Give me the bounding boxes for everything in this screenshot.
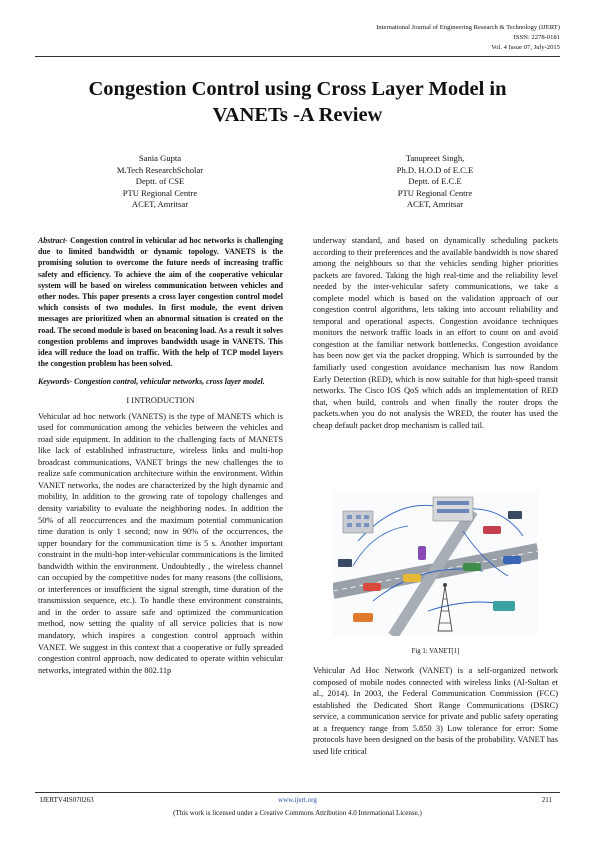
keywords: Keywords- Congestion control, vehicular networks, cross layer model. [38,377,265,387]
license-note: (This work is licensed under a Creative Commons Attribution 4.0 International License.) [173,809,422,817]
issn: ISSN: 2278-0181 [513,34,560,41]
author-affiliation: Deptt. of CSE [135,176,185,187]
title-line-2: VANETs -A Review [212,104,383,126]
title-line-1: Congestion Control using Cross Layer Model in [88,78,507,100]
volume-issue: Vol. 4 Issue 07, July-2015 [491,44,560,51]
section-heading: I INTRODUCTION [126,395,195,405]
abstract-text: Congestion control in vehicular ad hoc networks is challenging due to limited bandwidth or dynamic topology. VANETS is the promising solution to overcome the future needs of increasing traffic safety and efficiency. To achieve the aim of the cooperative vehicular system will be based on wireless communication between vehicles and other nodes. This paper presents a cross layer congestion control model which consists of two modules. In first module, the event driven messages are prioritized when an abnormal situation is created on the road. The second module is based on beaconing load. As a result it solves congestion problems and improves bandwidth usage in VANETS. This idea will reduce the load on traffic. With the help of TCP model layers the congestion problem has been solved. [38,236,283,369]
router-icon [508,511,522,519]
paper-title [30,76,565,128]
right-column [313,235,558,431]
left-column [38,235,283,676]
vanet-figure [333,491,538,636]
author-name: Sania Gupta [138,153,182,163]
car-icon [403,574,421,582]
journal-name: International Journal of Engineering Research & Technology (IJERT) [376,24,560,31]
car-icon [463,563,481,571]
car-icon [493,601,515,611]
building-icon [343,511,373,533]
page-number: 211 [541,796,552,804]
abstract-label: Abstract- [38,236,68,245]
running-header [376,23,560,53]
car-icon [363,583,381,591]
building-icon [433,497,473,521]
author-affiliation: M.Tech ResearchScholar [116,164,204,175]
car-icon [483,526,501,534]
author-affiliation: ACET, Amritsar [131,199,189,210]
intro-paragraph: Vehicular ad hoc network (VANETS) is the type of MANETS which is used for communication among the vehicles between the vehicles and road side equipment. In addition to the challenging facts of MANETS like lack of established infrastructure, wireless links and multi-hop broadcast communications, VANET brings the new challenges the to realize safe communication architecture within the environment. Within VANET networks, the nodes are characterized by the high dynamic and mobility, In addition to the growing rate of topology challenges and density variability to evaluate the neighboring nodes. In addition the 50% of all reoccurrences and the maximum potential communication time duration is only 1 second; now in 90% of the occurrences, the upper boundary for the communication time is 5 s. Another important constraint in the multi-hop inter-vehicular communications is the limited bandwidth within the environment. Undoubtedly , the wireless channel can occupied by the competitive nodes for many reasons (the collisions, or interferences or insufficient the signal strength, time duration of the transmission sequence, etc.). To handle these environment constraints, and in the order to assure safe and optimized the communication method, now setting the quality of all service policies that is now mandatory, which inspires a congestion control approach within VANET. We suggest in this context that a cooperative or fully spreaded congestion control approach, now dedicated to operate within vehicular networks, integrated within the 802.11p [38,411,283,675]
author-affiliation: Ph.D. H.O.D of E.C.E [396,164,474,175]
router-icon [338,559,352,567]
right-paragraph: underway standard, and based on dynamically scheduling packets according to their preferences and the available bandwidth is now shared among the neighbours so that the vehicles sending higher priorities packets are favored. Taking the high real-time and the reliability level needed by the inter-vehicular safety communications, we take a complete model which is based on the validation approach of our congestion control algorithms, lets taking into account reliability and temporal and operational aspects. Congestion avoidance techniques monitors the network traffic loads in an effort to count on and avoid congestion at the familiar network bottlenecks. Congestion avoidance has been now get via the packet dropping. Which is surrounded by the familiarly used congestion avoidance mechanism has now Random Early Detection (RED), which is now suitable for that high-speed transit networks. The Cisco IOS QoS which adds an implementation of RED that, when build, controls and when finally the router drops the packets.when you do not analysis the WRED, the router has used the cheap default packet drop mechanism is called tail. [313,236,558,430]
author-name: Tanupreet Singh, [405,153,465,163]
author-affiliation: ACET, Amritsar [406,199,464,210]
abstract [38,235,283,369]
author-affiliation: PTU Regional Centre [397,187,473,198]
header-rule [35,56,560,57]
paper-id: IJERTV4IS070263 [40,796,94,804]
right-paragraph-2: Vehicular Ad Hoc Network (VANET) is a self-organized network composed of mobile nodes connected with wireless links (Al-Sultan et al., 2014). In 2003, the Federal Communication Commission (FCC) established the Dedicated Short Range Communications (DSRC) service, a communication service for private and public safety operating at a frequency range from 5.850 3) Low tolerance for error: Some protocols have been designed on the basis of the probability. VANET has used life critical [313,666,558,756]
car-icon [503,556,521,564]
journal-link[interactable]: www.ijert.org [278,796,317,804]
car-icon [353,613,373,622]
vanet-illustration [333,491,538,636]
author-2 [345,153,525,211]
author-affiliation: PTU Regional Centre [122,187,198,198]
figure-caption: Fig 1: VANET[1] [411,648,460,655]
author-1 [70,153,250,211]
footer-rule [35,792,560,793]
car-icon [418,546,426,560]
author-affiliation: Deptt. of E.C.E [408,176,462,187]
